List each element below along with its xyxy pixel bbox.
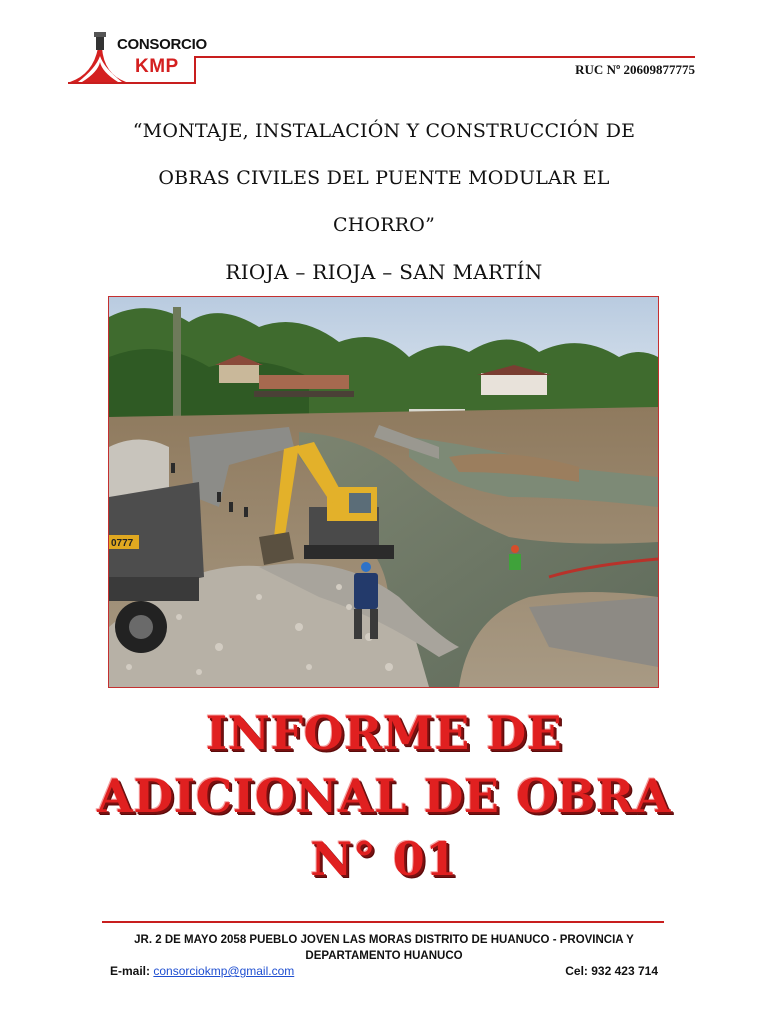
logo-text-kmp: KMP: [135, 56, 179, 77]
report-title-line-2: ADICIONAL DE OBRA: [97, 769, 671, 823]
report-title-line-3: N° 01: [310, 832, 458, 886]
email-label: E-mail:: [110, 964, 151, 978]
ruc-number: RUC Nº 20609877775: [575, 62, 695, 77]
truck-plate: 0777: [111, 538, 134, 549]
header-divider: [195, 56, 695, 58]
project-title-line-2: OBRAS CIVILES DEL PUENTE MODULAR EL: [158, 167, 610, 189]
project-title-line-3: CHORRO”: [333, 214, 435, 236]
footer-email: [110, 964, 294, 978]
logo-text-consorcio: CONSORCIO: [117, 36, 207, 53]
footer-address: JR. 2 DE MAYO 2058 PUEBLO JOVEN LAS MORAS DISTRITO DE HUANUCO - PROVINCIA Y DEPARTAMENTO HUANUCO: [134, 934, 634, 962]
report-title-line-1: INFORME DE: [205, 706, 563, 760]
email-link[interactable]: consorciokmp@gmail.com: [153, 964, 295, 978]
footer-divider: [102, 921, 664, 923]
footer-phone: Cel: 932 423 714: [565, 964, 658, 978]
project-title: [90, 108, 678, 249]
construction-site-photo: [108, 296, 659, 688]
project-title-line-1: “MONTAJE, INSTALACIÓN Y CONSTRUCCIÓN DE: [132, 120, 636, 142]
report-title: [0, 702, 768, 891]
project-location: RIOJA – RIOJA – SAN MARTÍN: [225, 260, 543, 284]
